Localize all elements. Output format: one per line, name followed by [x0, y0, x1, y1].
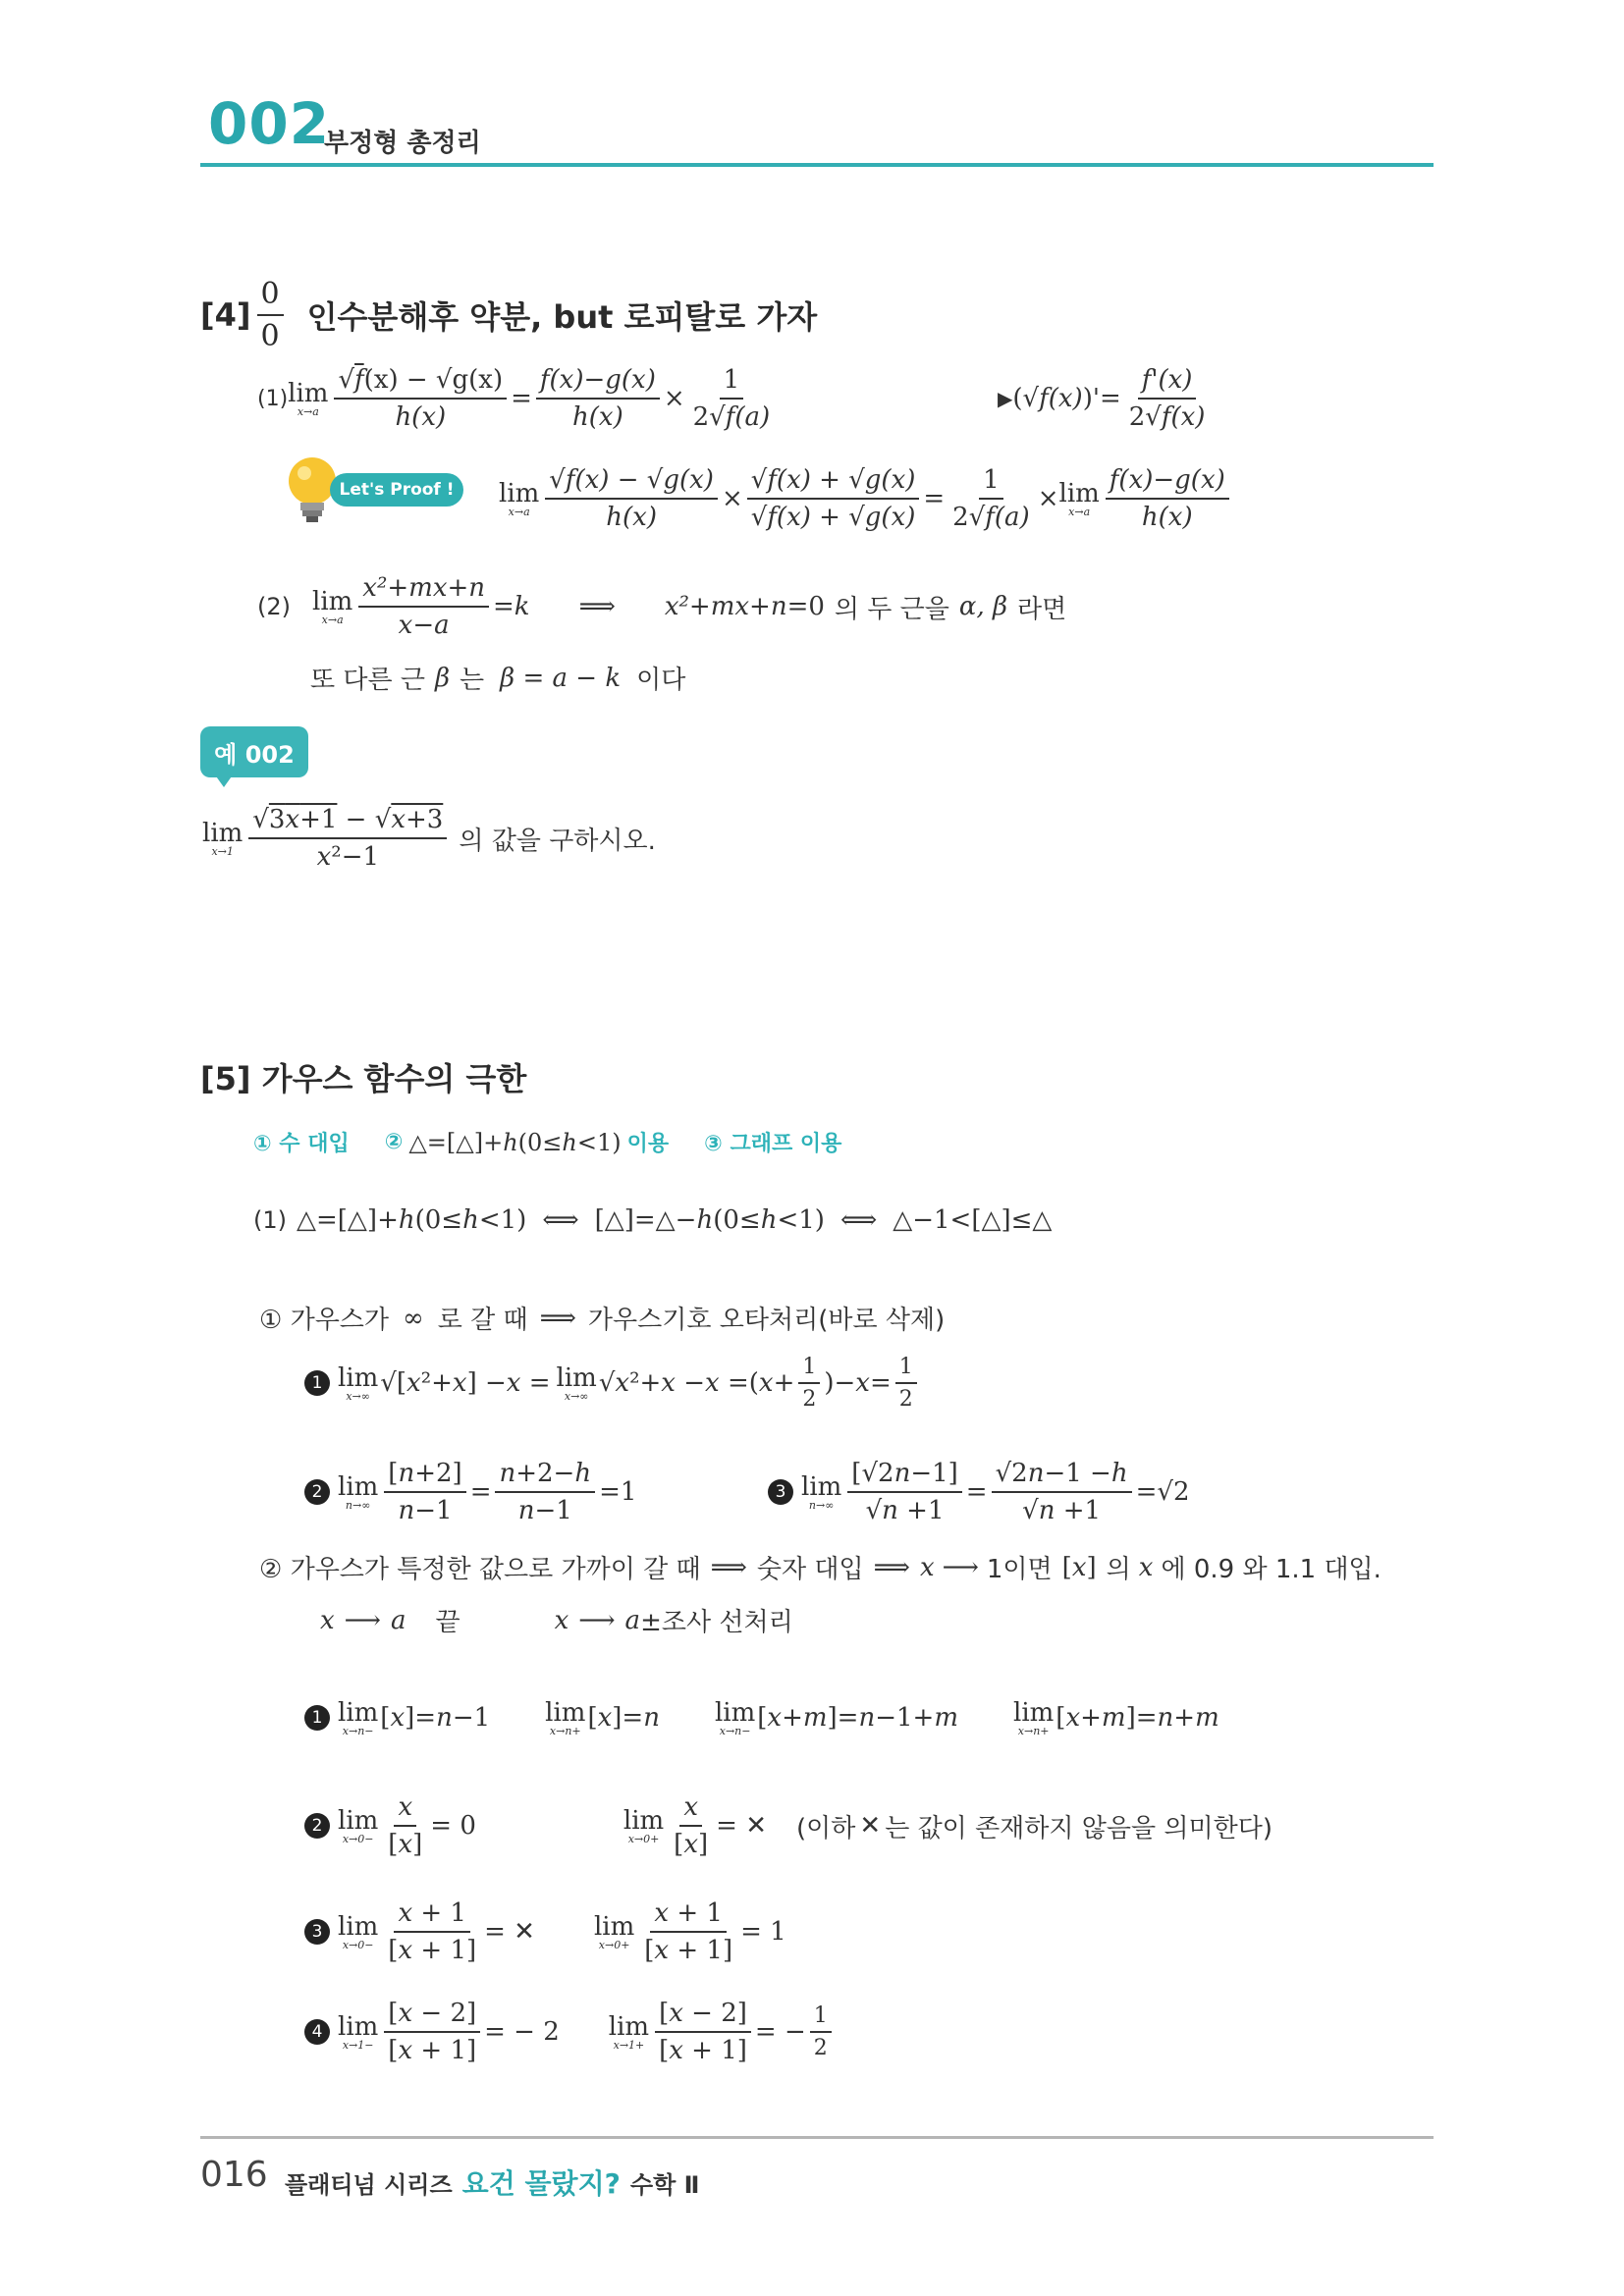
note-nonexist: (이하: [796, 1813, 856, 1843]
formula-item-2: (2) lim x→a $\frac{\text{x²+mx+n}}{x-a}$ =k ⟹ x²+mx+n =0 의 두 근을 α, β 라면: [257, 573, 1067, 640]
method-hints: ① 수 대입 ② △=[△]+h(0≤h<1) 이용 ③ 그래프 이용: [253, 1128, 842, 1156]
hint-identity-prefix: ②: [384, 1130, 404, 1154]
case-2-text-b: 숫자 대입: [756, 1555, 864, 1584]
case-2-text-c: 1이면: [986, 1555, 1053, 1584]
proof-formula: lim x→a $\frac{√f(x) - √g(x)}{h(x)}$ × $\frac{√f(x) + √g(x)}{√f(x) + √g(x)}$ = $\frac{1}{2√f(a)}$ × lim x→a $\frac{f(x)-g(x)}{h(x)}$: [499, 465, 1233, 532]
example-badge-tail: [214, 774, 234, 787]
floor-example-3: 3 lim x→0− $\frac{x + 1}{[x + 1]}$ = ✕ lim x→0+ $\frac{x + 1}{[x + 1]}$ = 1: [304, 1898, 786, 1965]
hint-graph: ③ 그래프 이용: [704, 1132, 842, 1156]
sec5-item-1-label: (1): [253, 1206, 287, 1234]
section-4-label: [4]: [200, 296, 251, 334]
case-2-text-d: 의: [1106, 1555, 1131, 1584]
example-badge: 예 002: [200, 726, 308, 777]
prelim-note: ±조사 선처리: [640, 1608, 793, 1637]
section-4-title: 인수분해후 약분, but 로피탈로 가자: [306, 298, 818, 336]
formula-derivative-sqrt: ▶ (√f(x))'= $\frac{f'(x)}{2√f(x)}$: [998, 365, 1206, 432]
other-root-end: 이다: [636, 666, 686, 695]
section-4-heading: [200, 277, 817, 353]
hint-identity-suffix: 이용: [626, 1132, 670, 1156]
lets-proof-badge: Let's Proof !: [330, 473, 463, 507]
other-root-line: 또 다른 근 β 는 β = a − k 이다: [310, 660, 685, 696]
case-infinity: ① 가우스가 ∞ 로 갈 때 ⟹ 가우스기호 오타처리(바로 삭제): [259, 1300, 945, 1336]
item-2-text-end: 라면: [1017, 594, 1067, 624]
zero-over-zero: [257, 277, 284, 353]
gauss-identity: (1) △=[△]+h(0≤h<1) ⟺ [△]=△−h(0≤h<1) ⟺ △−1<[△]≤△: [253, 1205, 1053, 1235]
example-question-text: 의 값을 구하시오.: [459, 826, 656, 856]
case-1-text: ① 가우스가: [259, 1306, 390, 1335]
case-1-text-c: 가우스기호 오타처리(바로 삭제): [587, 1306, 946, 1335]
footer-series: [285, 2163, 699, 2202]
case-finite: ② 가우스가 특정한 값으로 가까이 갈 때 ⟹ 숫자 대입 ⟹ x ⟶ 1이면 [x] 의 x 에 0.9 와 1.1 대입.: [259, 1549, 1381, 1585]
example-inf-2: 2 lim n→∞ $\frac{[n+2]}{n-1}$ = $\frac{n+2-h}{n-1}$ =1: [304, 1459, 636, 1525]
other-root-is: 는: [460, 666, 485, 695]
case-1-text-b: 로 갈 때: [437, 1306, 528, 1335]
item-2-text: 의 두 근을: [834, 594, 949, 624]
case-2-text-e: 에 0.9 와 1.1 대입.: [1161, 1555, 1381, 1584]
header-divider: [200, 163, 1434, 167]
frac-num: 0: [257, 277, 284, 316]
case-2-text: ② 가우스가 특정한 값으로 가까이 갈 때: [259, 1555, 701, 1584]
floor-example-4: 4 lim x→1− $\frac{[x - 2]}{[x + 1]}$ = − 2 lim x→1+ $\frac{[x - 2]}{[x + 1]}$ = − $\frac{1}{2}$: [304, 1999, 836, 2065]
item-2-label: (2): [257, 593, 291, 620]
example-inf-3: 3 lim n→∞ $\frac{[√2n-1]}{√n +1}$ = $\frac{√2n-1 -h}{√n +1}$ =√2: [768, 1459, 1190, 1525]
other-root-text: 또 다른 근: [310, 666, 425, 695]
formula-item-1: (1) lim x→a $\frac{√f(x) - √g(x)}{h(x)}$ = $\frac{f(x)-g(x)}{h(x)}$ × $\frac{1}{2√f(a)}$: [257, 365, 771, 432]
subject-name: 수학 Ⅱ: [629, 2170, 700, 2199]
floor-limits-row: 1 lim x→n− [x]=n−1 lim x→n+ [x]=n lim x→n− [x+m]=n−1+m lim x→n+ [x+m]=n+m: [304, 1698, 1219, 1737]
section-5-heading: [5] 가우스 함수의 극한: [200, 1060, 527, 1097]
item-1-label: (1): [257, 386, 289, 411]
chapter-number: 002: [208, 90, 331, 157]
hint-substitute: ① 수 대입: [253, 1132, 350, 1156]
example-inf-1: 1 lim x→∞ √[x²+x] −x = lim x→∞ √x²+x −x =(x+ $\frac{1}{2}$ )−x= $\frac{1}{2}$: [304, 1355, 921, 1412]
footer-divider: [200, 2136, 1434, 2139]
page-number: 016: [200, 2155, 268, 2195]
brand-name: 요건 몰랐지?: [461, 2167, 621, 2200]
chapter-title: 부정형 총정리: [324, 129, 481, 158]
series-name: 플래티넘 시리즈: [285, 2170, 453, 2199]
note-nonexist-2: 는 값이 존재하지 않음을 의미한다): [885, 1813, 1273, 1843]
frac-den: 0: [260, 319, 280, 353]
floor-example-2: 2 lim x→0− $\frac{x}{[x]}$ = 0 lim x→0+ $\frac{x}{[x]}$ = ✕ (이하 ✕ 는 값이 존재하지 않음을 의미한다): [304, 1792, 1272, 1859]
example-question: lim x→1 $\frac{√3x+1 - √x+3}{\text{x²−1}}$ 의 값을 구하시오.: [202, 805, 656, 872]
end-arrow-line: x ⟶ a 끝 x ⟶ a ±조사 선처리: [320, 1602, 793, 1638]
end-note: 끝: [435, 1608, 460, 1637]
